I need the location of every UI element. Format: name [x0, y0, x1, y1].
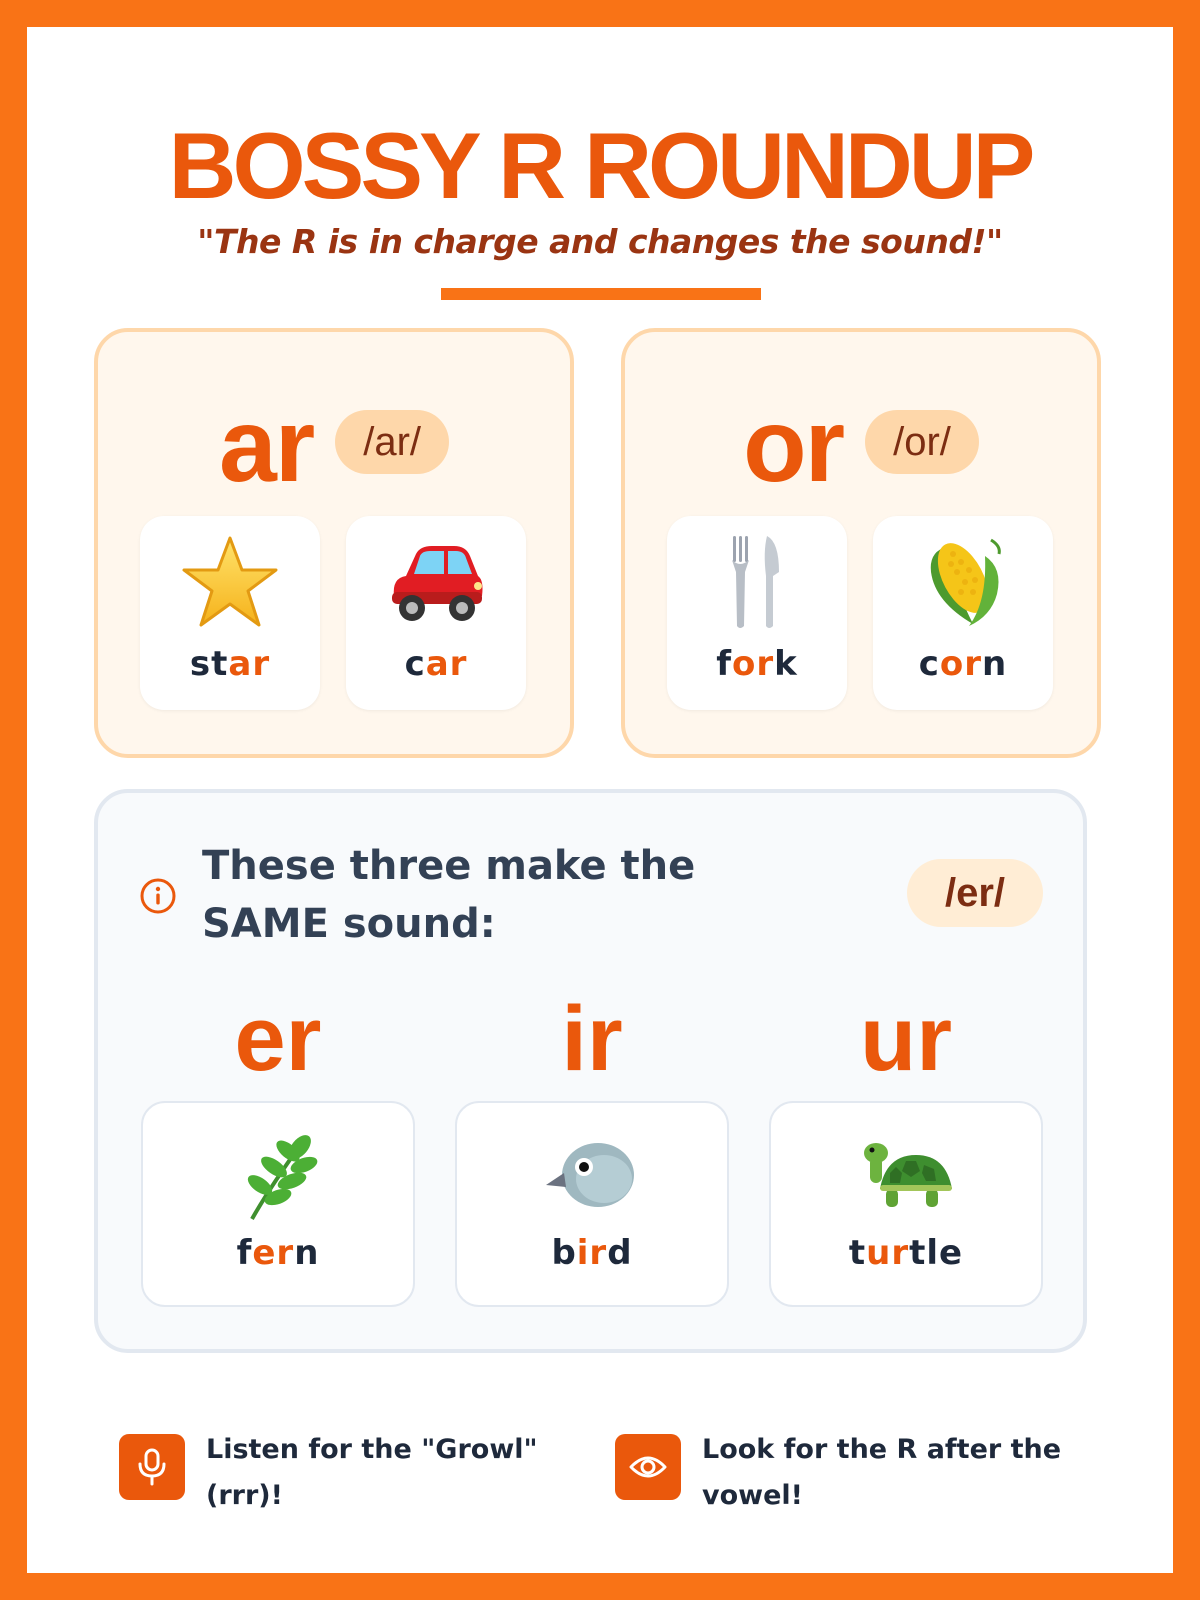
word-label: car	[404, 644, 468, 684]
info-icon	[139, 877, 177, 915]
pattern-label: ir	[561, 988, 623, 1090]
or-card	[621, 328, 1101, 758]
word-label: bird	[551, 1233, 633, 1273]
car-icon	[346, 534, 526, 630]
fern-icon	[143, 1127, 413, 1223]
ar-card	[94, 328, 574, 758]
eye-icon	[615, 1434, 681, 1500]
er-panel-heading: These three make the SAME sound:	[202, 843, 696, 947]
page-title: BOSSY R ROUNDUP	[168, 113, 1032, 218]
word-label: fern	[236, 1233, 320, 1273]
pattern-label: er	[234, 988, 322, 1090]
tip-text: Listen for the "Growl" (rrr)!	[206, 1434, 538, 1511]
tip-listen	[119, 1427, 579, 1547]
word-tile-fork	[667, 516, 847, 710]
turtle-icon	[771, 1127, 1041, 1223]
pattern-label: ur	[860, 988, 952, 1090]
word-tile-corn	[873, 516, 1053, 710]
word-tile-fern	[141, 1101, 415, 1307]
word-tile-car	[346, 516, 526, 710]
word-label: turtle	[848, 1233, 964, 1273]
word-tile-star	[140, 516, 320, 710]
er-ir-ur-panel	[94, 789, 1087, 1353]
pattern-label: ar	[218, 388, 314, 504]
word-tile-turtle	[769, 1101, 1043, 1307]
microphone-icon	[119, 1434, 185, 1500]
corn-icon	[873, 534, 1053, 630]
worksheet	[27, 27, 1173, 1573]
pattern-label: or	[743, 388, 844, 504]
sound-pill: /er/	[907, 859, 1043, 927]
tip-text: Look for the R after the vowel!	[702, 1434, 1062, 1511]
page-subtitle: "The R is in charge and changes the sound!"	[197, 222, 1003, 261]
star-icon	[140, 534, 320, 630]
word-label: star	[189, 644, 271, 684]
sound-pill: /ar/	[335, 410, 449, 474]
tip-look	[615, 1427, 1095, 1547]
word-tile-bird	[455, 1101, 729, 1307]
sound-pill: /or/	[865, 410, 979, 474]
title-divider	[441, 288, 761, 300]
fork-and-knife-icon	[667, 534, 847, 630]
word-label: corn	[918, 644, 1008, 684]
bird-icon	[457, 1127, 727, 1223]
word-label: fork	[716, 644, 798, 684]
